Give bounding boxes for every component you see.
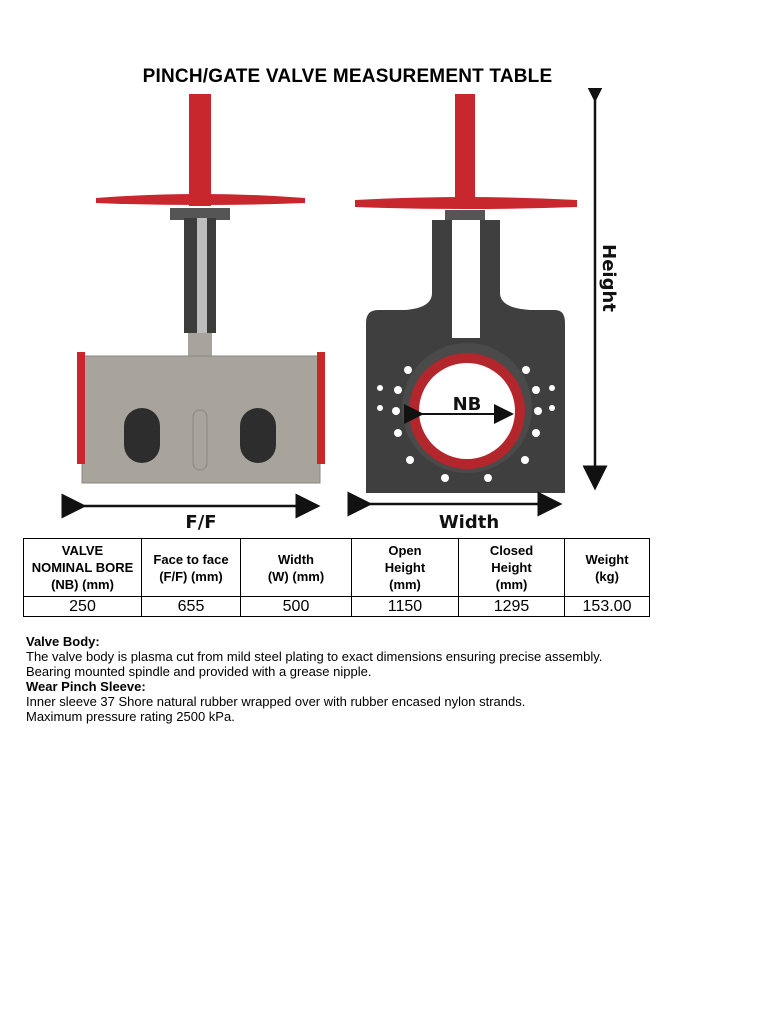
- side-neck: [188, 333, 212, 357]
- description: [26, 634, 726, 724]
- table-header-row: [24, 539, 650, 597]
- measurement-table: [23, 538, 650, 617]
- side-body: [82, 356, 320, 483]
- valve-body-heading: Valve Body:: [26, 634, 100, 649]
- sleeve-heading: Wear Pinch Sleeve:: [26, 679, 146, 694]
- nb-label: NB: [452, 394, 482, 415]
- cell-face-to-face: 655: [142, 597, 241, 617]
- sleeve-line-1: Inner sleeve 37 Shore natural rubber wrapped over with rubber encased nylon strands.: [26, 694, 526, 709]
- header-width: Width (W) (mm): [241, 539, 352, 597]
- front-view: [355, 94, 577, 493]
- sleeve-line-2: Maximum pressure rating 2500 kPa.: [26, 709, 235, 724]
- header-weight: Weight (kg): [565, 539, 650, 597]
- side-window-right: [240, 408, 276, 463]
- cell-closed-height: 1295: [459, 597, 565, 617]
- front-handwheel: [355, 197, 577, 209]
- side-flange-left: [77, 352, 85, 464]
- page-title: PINCH/GATE VALVE MEASUREMENT TABLE: [142, 66, 553, 87]
- height-label: Height: [598, 244, 619, 312]
- header-face-to-face: Face to face (F/F) (mm): [142, 539, 241, 597]
- front-stem: [455, 94, 475, 206]
- valve-diagram-svg: [60, 88, 630, 533]
- valve-body-line-2: Bearing mounted spindle and provided with a grease nipple.: [26, 664, 372, 679]
- header-nominal-bore: VALVE NOMINAL BORE (NB) (mm): [24, 539, 142, 597]
- front-bearing: [445, 210, 485, 220]
- side-handwheel: [96, 194, 305, 205]
- valve-diagram: [60, 88, 630, 533]
- valve-body-line-1: The valve body is plasma cut from mild steel plating to exact dimensions ensuring precise assembly.: [26, 649, 603, 664]
- side-window-left: [124, 408, 160, 463]
- side-spindle: [197, 218, 207, 333]
- side-stem: [189, 94, 211, 206]
- side-view: [77, 94, 325, 483]
- side-flange-right: [317, 352, 325, 464]
- cell-weight: 153.00: [565, 597, 650, 617]
- width-label: Width: [438, 512, 500, 533]
- header-open-height: Open Height (mm): [352, 539, 459, 597]
- table-row: [24, 597, 650, 617]
- cell-nominal-bore: 250: [24, 597, 142, 617]
- ff-label: F/F: [185, 512, 217, 533]
- header-closed-height: Closed Height (mm): [459, 539, 565, 597]
- cell-open-height: 1150: [352, 597, 459, 617]
- cell-width: 500: [241, 597, 352, 617]
